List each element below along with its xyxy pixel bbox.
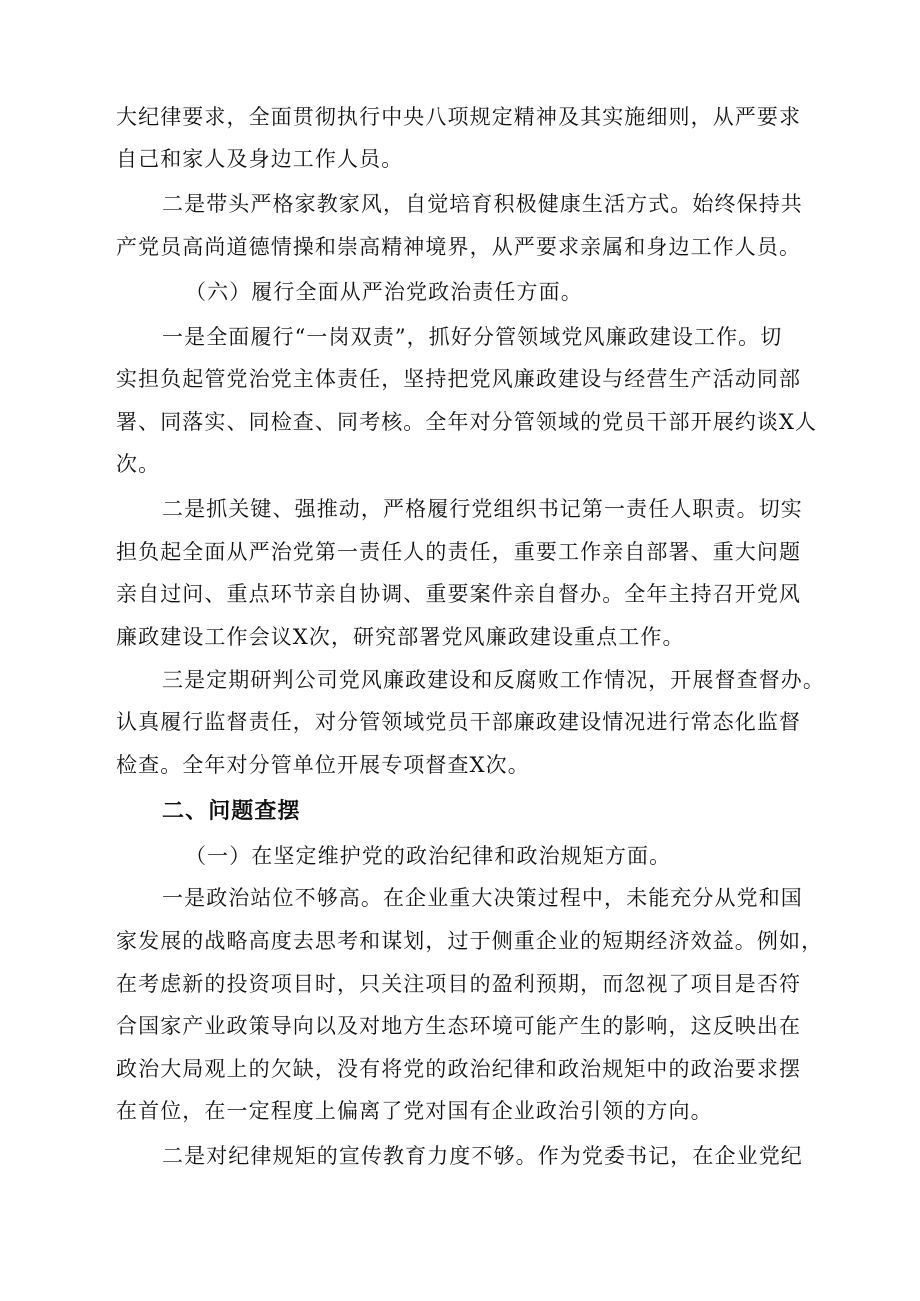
- section-subheading: （一）在坚定维护党的政治纪律和政治规矩方面。: [185, 844, 672, 868]
- text-line: 在首位，在一定程度上偏离了党对国有企业政治引领的方向。: [116, 1099, 713, 1123]
- text-line: 政治大局观上的欠缺，没有将党的政治纪律和政治规矩中的政治要求摆: [116, 1057, 802, 1081]
- section-subheading: （六）履行全面从严治党政治责任方面。: [185, 280, 583, 304]
- text-line: 产党员高尚道德情操和崇高精神境界，从严要求亲属和身边工作人员。: [116, 235, 802, 259]
- section-heading: 二、问题查摆: [162, 799, 301, 824]
- text-line: 家发展的战略高度去思考和谋划，过于侧重企业的短期经济效益。例如，: [116, 929, 824, 953]
- text-line: 署、同落实、同检查、同考核。全年对分管领域的党员干部开展约谈X人: [116, 410, 818, 434]
- text-line: 次。: [116, 452, 161, 476]
- text-line: 担负起全面从严治党第一责任人的责任，重要工作亲自部署、重大问题: [116, 540, 802, 564]
- text-line: 检查。全年对分管单位开展专项督查X次。: [116, 753, 530, 777]
- text-line: 亲自过问、重点环节亲自协调、重要案件亲自督办。全年主持召开党风: [116, 582, 802, 606]
- text-line: 廉政建设工作会议X次，研究部署党风廉政建设重点工作。: [116, 625, 685, 649]
- text-line: 实担负起管党治党主体责任，坚持把党风廉政建设与经营生产活动同部: [116, 367, 802, 391]
- text-line: 二是抓关键、强推动，严格履行党组织书记第一责任人职责。切实: [162, 497, 803, 521]
- text-line: 在考虑新的投资项目时，只关注项目的盈利预期，而忽视了项目是否符: [116, 972, 802, 996]
- text-line: 三是定期研判公司党风廉政建设和反腐败工作情况，开展督查督办。: [162, 668, 825, 692]
- text-line: 一是全面履行“一岗双责”，抓好分管领域党风廉政建设工作。切: [162, 325, 783, 349]
- text-line: 一是政治站位不够高。在企业重大决策过程中，未能充分从党和国: [162, 886, 803, 910]
- text-line: 大纪律要求，全面贯彻执行中央八项规定精神及其实施细则，从严要求: [116, 105, 802, 129]
- text-line: 认真履行监督责任，对分管领域党员干部廉政建设情况进行常态化监督: [116, 710, 802, 734]
- text-line: 二是对纪律规矩的宣传教育力度不够。作为党委书记，在企业党纪: [162, 1144, 803, 1168]
- text-line: 合国家产业政策导向以及对地方生态环境可能产生的影响，这反映出在: [116, 1014, 802, 1038]
- text-line: 二是带头严格家教家风，自觉培育积极健康生活方式。始终保持共: [162, 192, 803, 216]
- text-line: 自己和家人及身边工作人员。: [116, 147, 404, 171]
